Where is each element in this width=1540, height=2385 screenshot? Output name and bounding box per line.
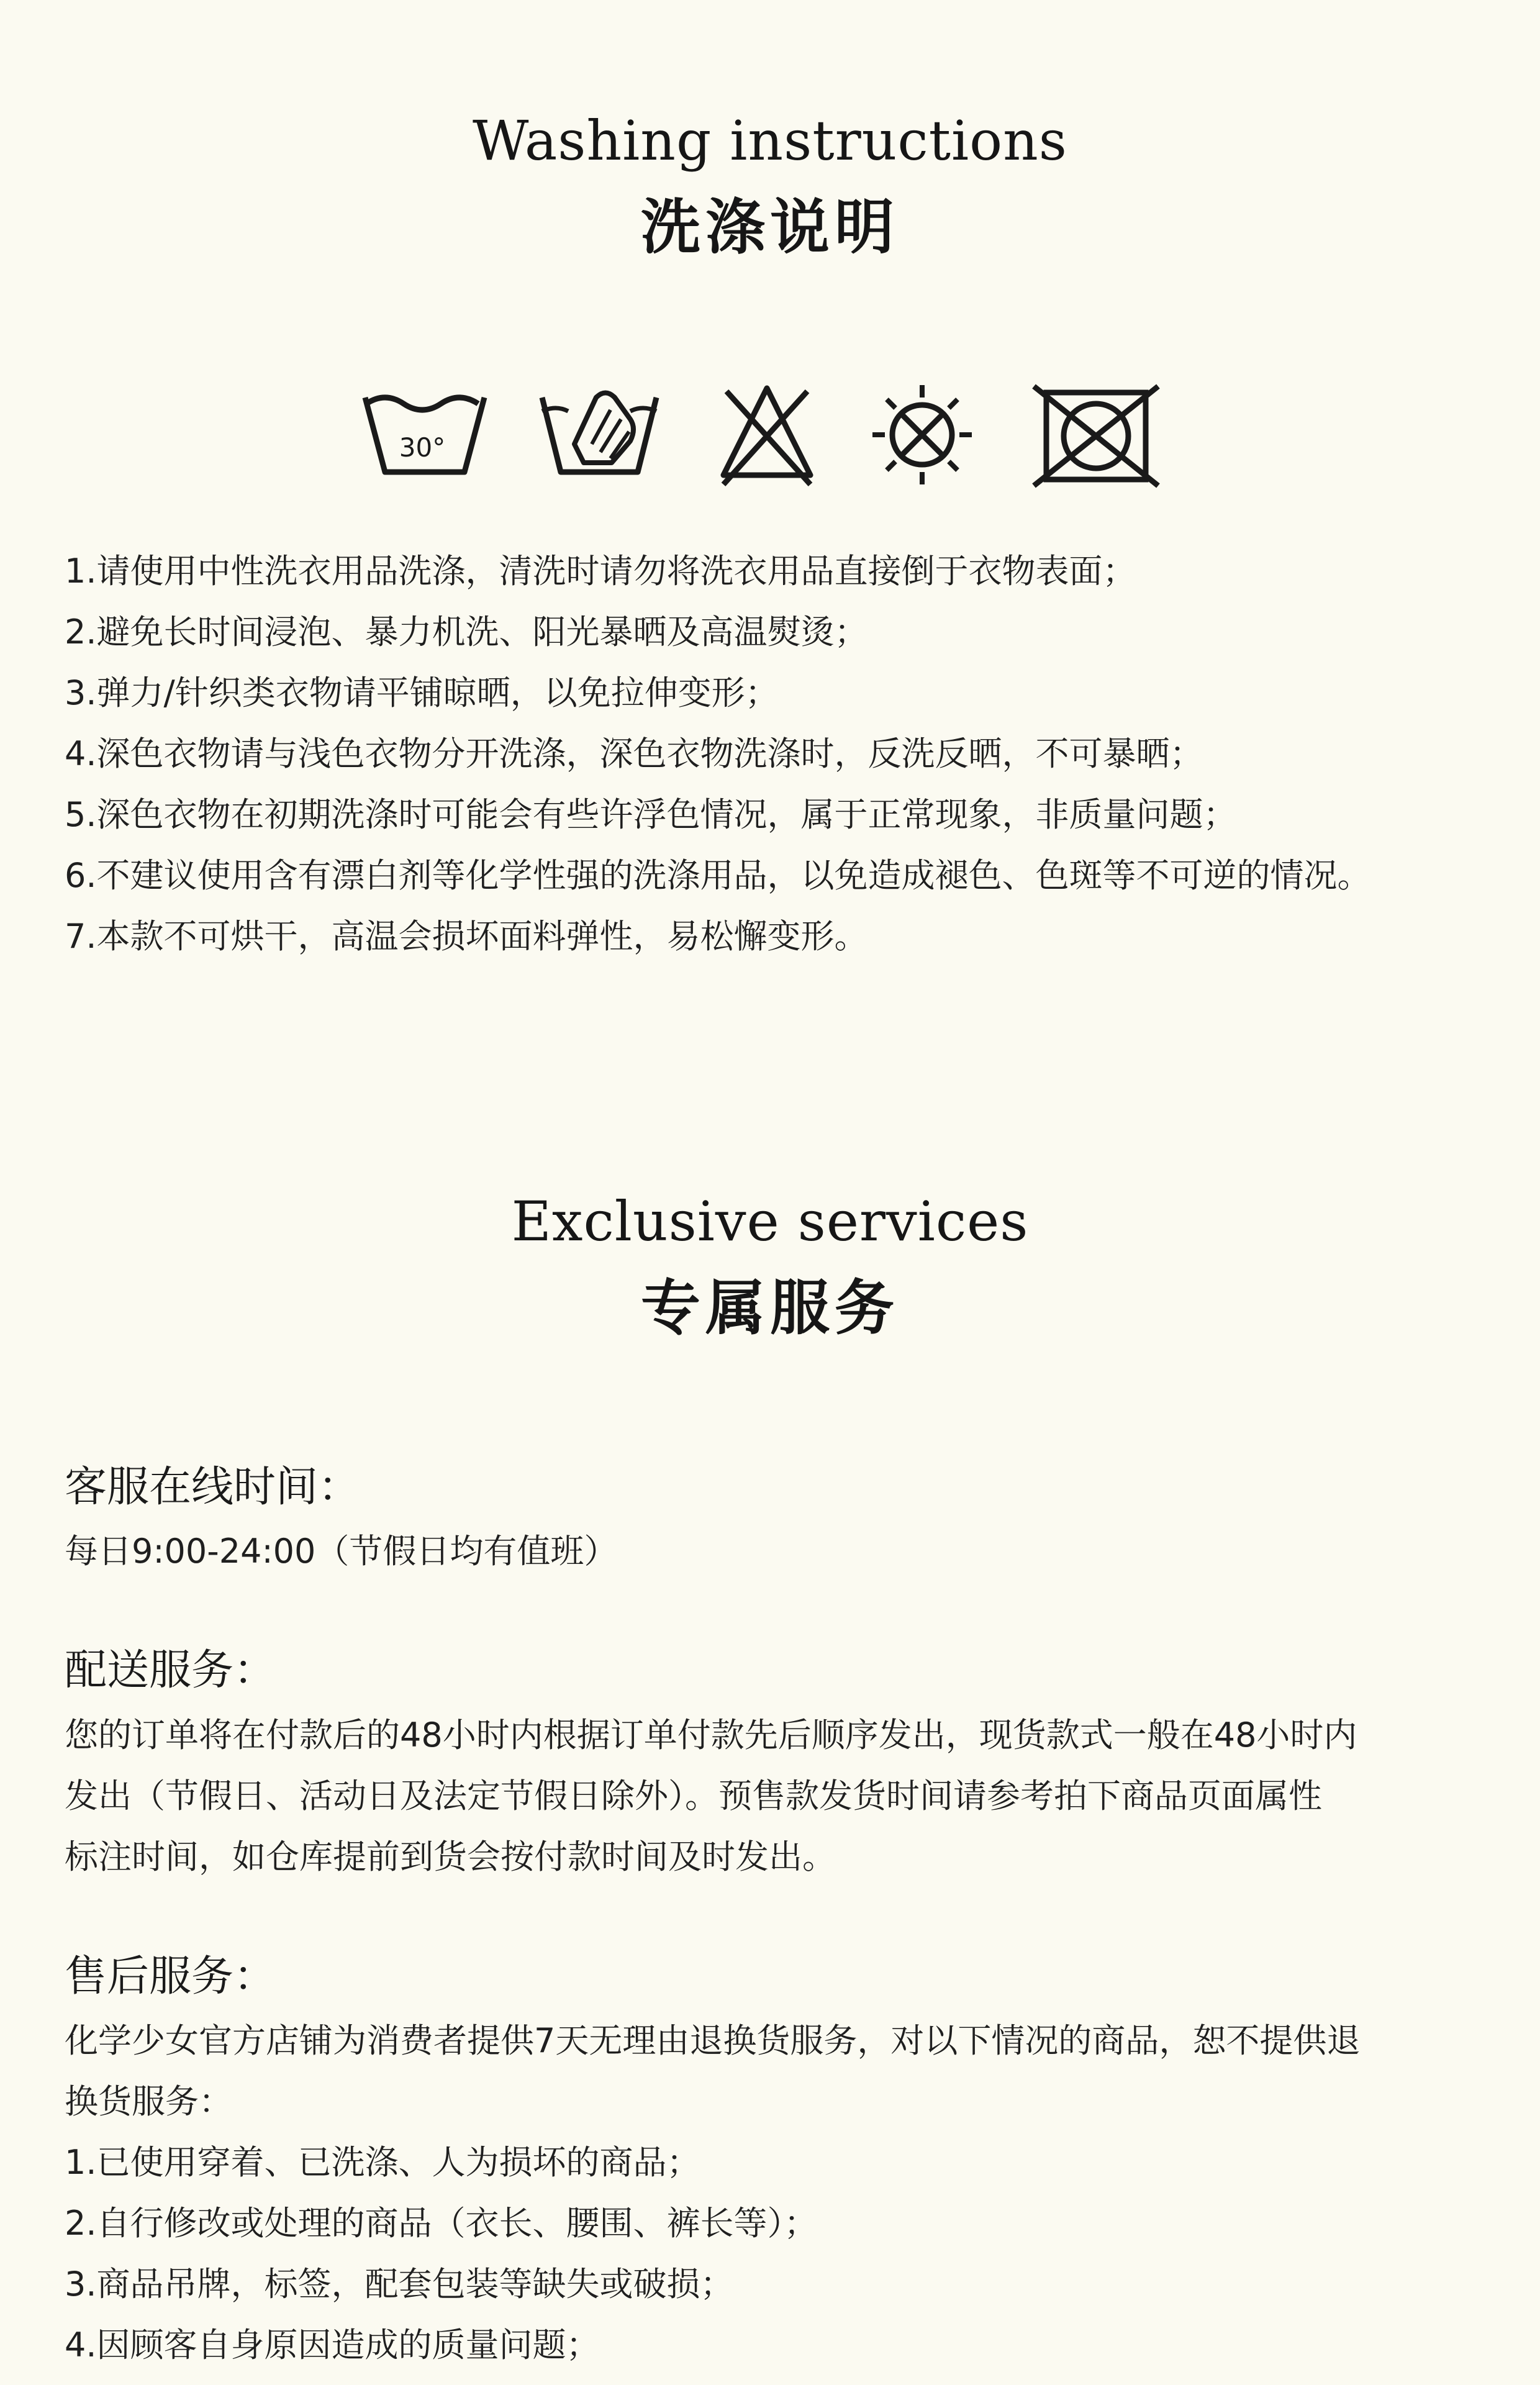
washing-item: 6.不建议使用含有漂白剂等化学性强的洗涤用品，以免造成褪色、色斑等不可逆的情况。 (65, 856, 1371, 895)
delivery-text-line: 您的订单将在付款后的48小时内根据订单付款先后顺序发出，现货款式一般在48小时内 (65, 1715, 1357, 1755)
after-sales-text-line: 化学少女官方店铺为消费者提供7天无理由退换货服务，对以下情况的商品，恕不提供退 (65, 2021, 1361, 2060)
after-sales-item: 2.自行修改或处理的商品（衣长、腰围、裤长等）； (65, 2204, 818, 2243)
hand-wash-icon (537, 379, 661, 491)
washing-title-cn: 洗涤说明 (641, 192, 899, 262)
online-hours-text: 每日9:00-24:00（节假日均有值班） (65, 1532, 618, 1571)
delivery-text-line: 标注时间，如仓库提前到货会按付款时间及时发出。 (65, 1837, 836, 1876)
do-not-bleach-icon (717, 379, 817, 491)
washing-item: 3.弹力/针织类衣物请平铺晾晒，以免拉伸变形； (65, 673, 779, 712)
care-icons (360, 379, 1167, 491)
wash-30-degrees-icon (360, 379, 491, 491)
after-sales-heading: 售后服务： (65, 1952, 276, 2001)
washing-item: 1.请使用中性洗衣用品洗涤，清洗时请勿将洗衣用品直接倒于衣物表面； (65, 552, 1136, 591)
services-title-en: Exclusive services (511, 1189, 1029, 1253)
washing-item: 2.避免长时间浸泡、暴力机洗、阳光暴晒及高温熨烫； (65, 612, 868, 652)
online-hours-heading: 客服在线时间： (65, 1463, 361, 1512)
delivery-heading: 配送服务： (65, 1646, 276, 1695)
washing-item: 7.本款不可烘干，高温会损坏面料弹性，易松懈变形。 (65, 917, 868, 956)
wash-temp-label: 30° (399, 432, 446, 463)
after-sales-item: 4.因顾客自身原因造成的质量问题； (65, 2325, 600, 2365)
services-title-cn: 专属服务 (641, 1273, 899, 1343)
after-sales-item: 3.商品吊牌，标签，配套包装等缺失或破损； (65, 2265, 734, 2304)
after-sales-text-line: 换货服务： (65, 2082, 232, 2121)
delivery-text-line: 发出（节假日、活动日及法定节假日除外）。预售款发货时间请参考拍下商品页面属性 (65, 1776, 1322, 1815)
washing-title-en: Washing instructions (473, 109, 1067, 173)
washing-item: 5.深色衣物在初期洗涤时可能会有些许浮色情况，属于正常现象，非质量问题； (65, 795, 1237, 834)
after-sales-item: 1.已使用穿着、已洗涤、人为损坏的商品； (65, 2143, 700, 2182)
do-not-dry-in-sun-icon (869, 379, 975, 491)
do-not-tumble-dry-icon (1031, 379, 1161, 491)
washing-item: 4.深色衣物请与浅色衣物分开洗涤，深色衣物洗涤时，反洗反晒，不可暴晒； (65, 734, 1203, 773)
